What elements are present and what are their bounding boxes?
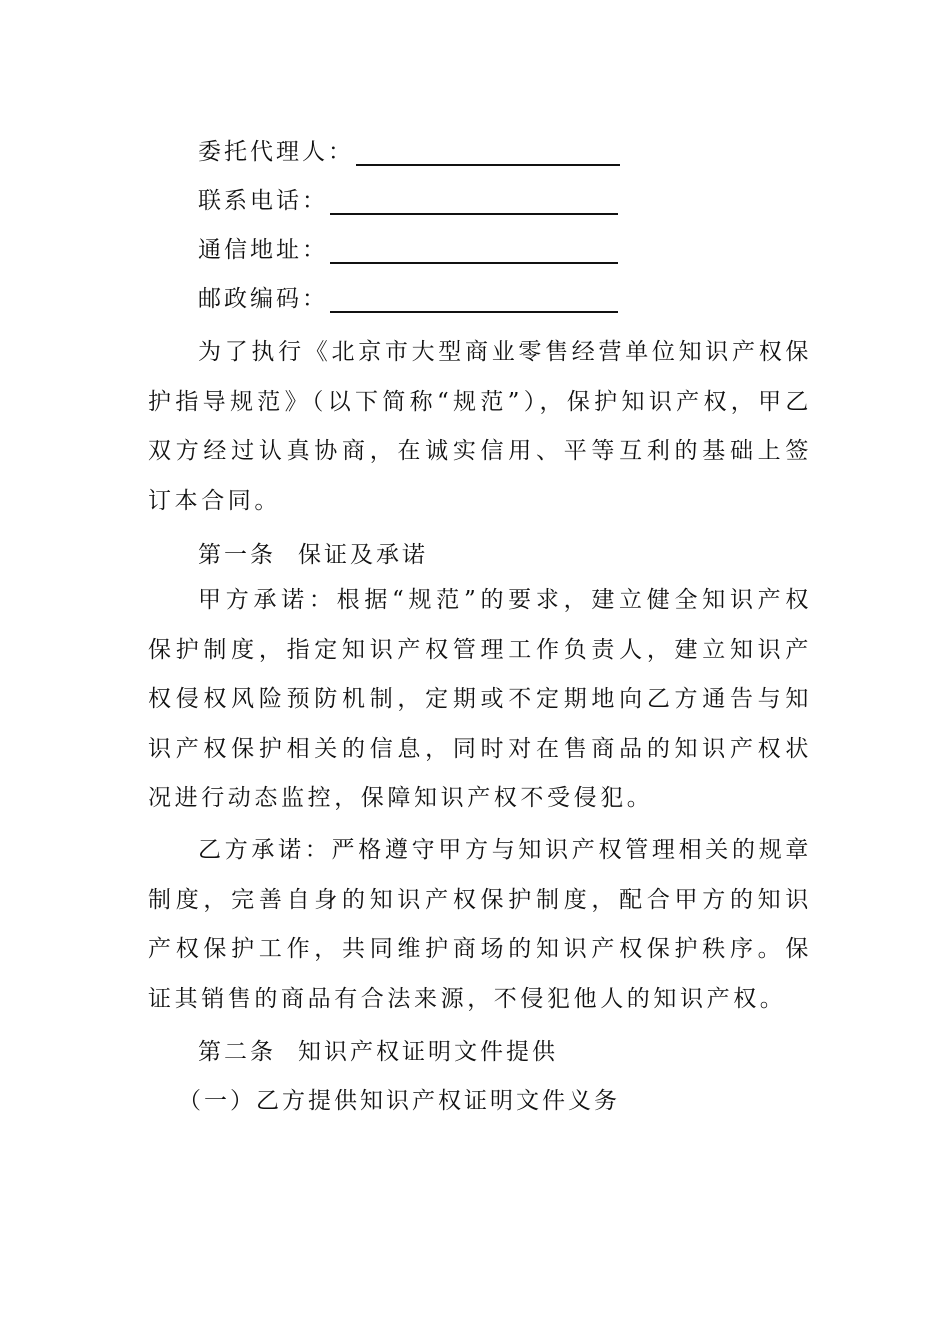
phone-blank-line[interactable]	[330, 189, 618, 215]
article-2-heading	[198, 1033, 558, 1066]
article-1-number: 第一条	[198, 542, 276, 568]
agent-label: 委托代理人：	[198, 139, 354, 165]
address-label: 通信地址：	[198, 237, 328, 263]
article-1-heading	[198, 536, 428, 569]
postcode-field	[198, 279, 618, 313]
article-2-title: 知识产权证明文件提供	[298, 1039, 558, 1065]
agent-field	[198, 132, 620, 166]
article-1-party-b-paragraph: 乙方承诺：严格遵守甲方与知识产权管理相关的规章制度，完善自身的知识产权保护制度，配合甲方的知识产权保护工作，共同维护商场的知识产权保护秩序。保证其销售的商品有合法来源，不侵犯他人的知识产权。	[148, 837, 812, 1012]
intro-paragraph: 为了执行《北京市大型商业零售经营单位知识产权保护指导规范》（以下简称“规范”），保护知识产权，甲乙双方经过认真协商，在诚实信用、平等互利的基础上签订本合同。	[148, 339, 812, 514]
phone-label: 联系电话：	[198, 188, 328, 214]
postcode-label: 邮政编码：	[198, 286, 328, 312]
article-1-title: 保证及承诺	[298, 542, 428, 568]
phone-field	[198, 181, 618, 215]
agent-blank-line[interactable]	[356, 140, 620, 166]
address-field	[198, 230, 618, 264]
address-blank-line[interactable]	[330, 238, 618, 264]
postcode-blank-line[interactable]	[330, 287, 618, 313]
article-2-subsection-1: （一）乙方提供知识产权证明文件义务	[178, 1088, 620, 1114]
article-1-party-a-paragraph: 甲方承诺：根据“规范”的要求，建立健全知识产权保护制度，指定知识产权管理工作负责人，建立知识产权侵权风险预防机制，定期或不定期地向乙方通告与知识产权保护相关的信息，同时对在售商品的知识产权状况进行动态监控，保障知识产权不受侵犯。	[148, 587, 812, 811]
article-2-number: 第二条	[198, 1039, 276, 1065]
